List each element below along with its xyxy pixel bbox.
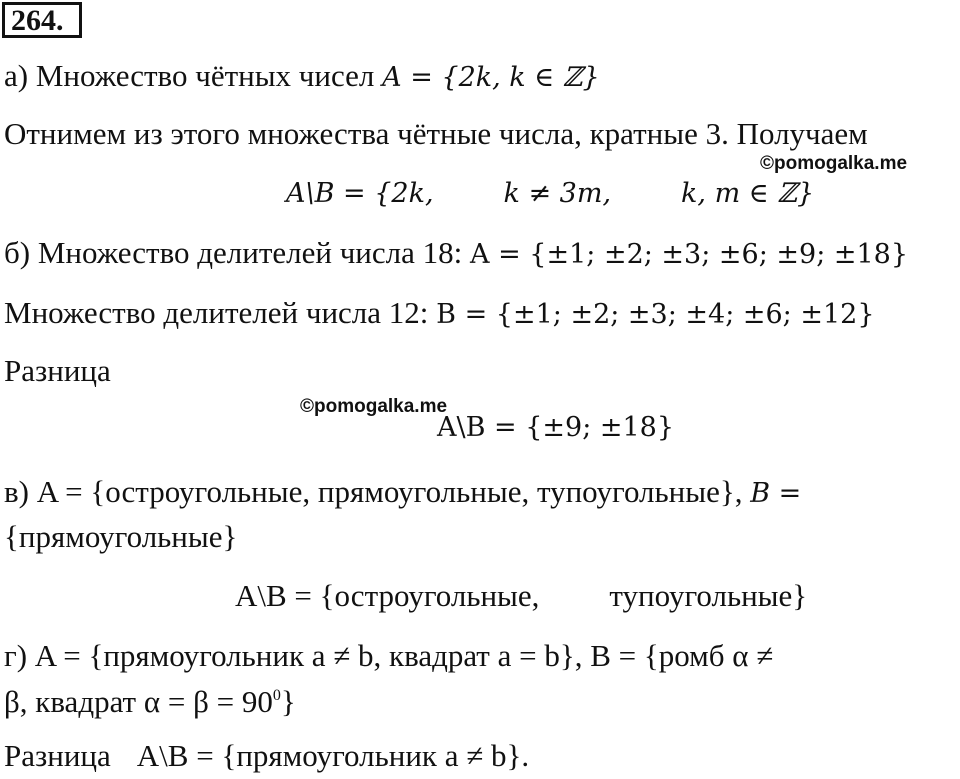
part-a-set-A: A = {2k, k ∈ ℤ} — [382, 62, 600, 93]
part-d-degree-sup: 0 — [272, 687, 281, 704]
part-d-label: г) — [4, 638, 28, 673]
part-b-line2-set: B = {±1; ±2; ±3; ±4; ±6; ±12} — [436, 299, 875, 330]
watermark-1: ©pomogalka.me — [760, 153, 908, 174]
part-b-line2 — [4, 297, 875, 328]
part-d-line1-text: A = {прямоугольник a ≠ b, квадрат a = b}, B = {ромб α ≠ — [34, 638, 774, 673]
part-b-line1 — [4, 237, 908, 268]
part-b-line2-text: Множество делителей числа 12: — [4, 295, 429, 330]
watermark-2: ©pomogalka.me — [300, 396, 448, 417]
part-a-label: а) Множество чётных чисел — [4, 58, 375, 93]
part-d-line2-start: β, квадрат α = β = 90 — [4, 684, 273, 719]
part-a-result-domain: k, m ∈ ℤ} — [681, 178, 815, 209]
problem-number: 264. — [2, 2, 82, 38]
part-a-result-lhs: A\B = {2k, — [286, 178, 434, 209]
part-c-set-B-start: B = — [750, 478, 802, 509]
part-a-line — [4, 60, 600, 91]
part-b-diff-word: Разница — [4, 353, 111, 388]
part-c-set-B-end: {прямоугольные} — [4, 519, 238, 554]
part-d-line2-end: } — [280, 684, 296, 719]
part-d-line1 — [4, 640, 773, 671]
part-b-line1-text: б) Множество делителей числа 18: — [4, 235, 463, 270]
part-c-line1 — [4, 476, 801, 507]
part-a-sentence: Отнимем из этого множества чётные числа, кратные 3. Получаем — [4, 116, 868, 151]
part-d-final — [4, 740, 529, 771]
part-d-final-word: Разница — [4, 738, 111, 773]
part-b-line1-set: A = {±1; ±2; ±3; ±6; ±9; ±18} — [470, 239, 909, 270]
part-a-result — [286, 180, 814, 207]
part-d-final-set: A\B = {прямоугольник a ≠ b}. — [136, 738, 530, 773]
part-c-result — [235, 580, 807, 611]
part-a-result-cond: k ≠ 3m, — [503, 178, 612, 209]
part-c-set-A: A = {остроугольные, прямоугольные, тупоугольные}, — [36, 474, 743, 509]
part-c-result-left: A\B = {остроугольные, — [235, 578, 540, 613]
part-c-label: в) — [4, 474, 29, 509]
part-b-diff-set: A\B = {±9; ±18} — [437, 412, 675, 443]
part-d-line2 — [4, 686, 296, 717]
part-c-result-right: тупоугольные} — [609, 578, 808, 613]
